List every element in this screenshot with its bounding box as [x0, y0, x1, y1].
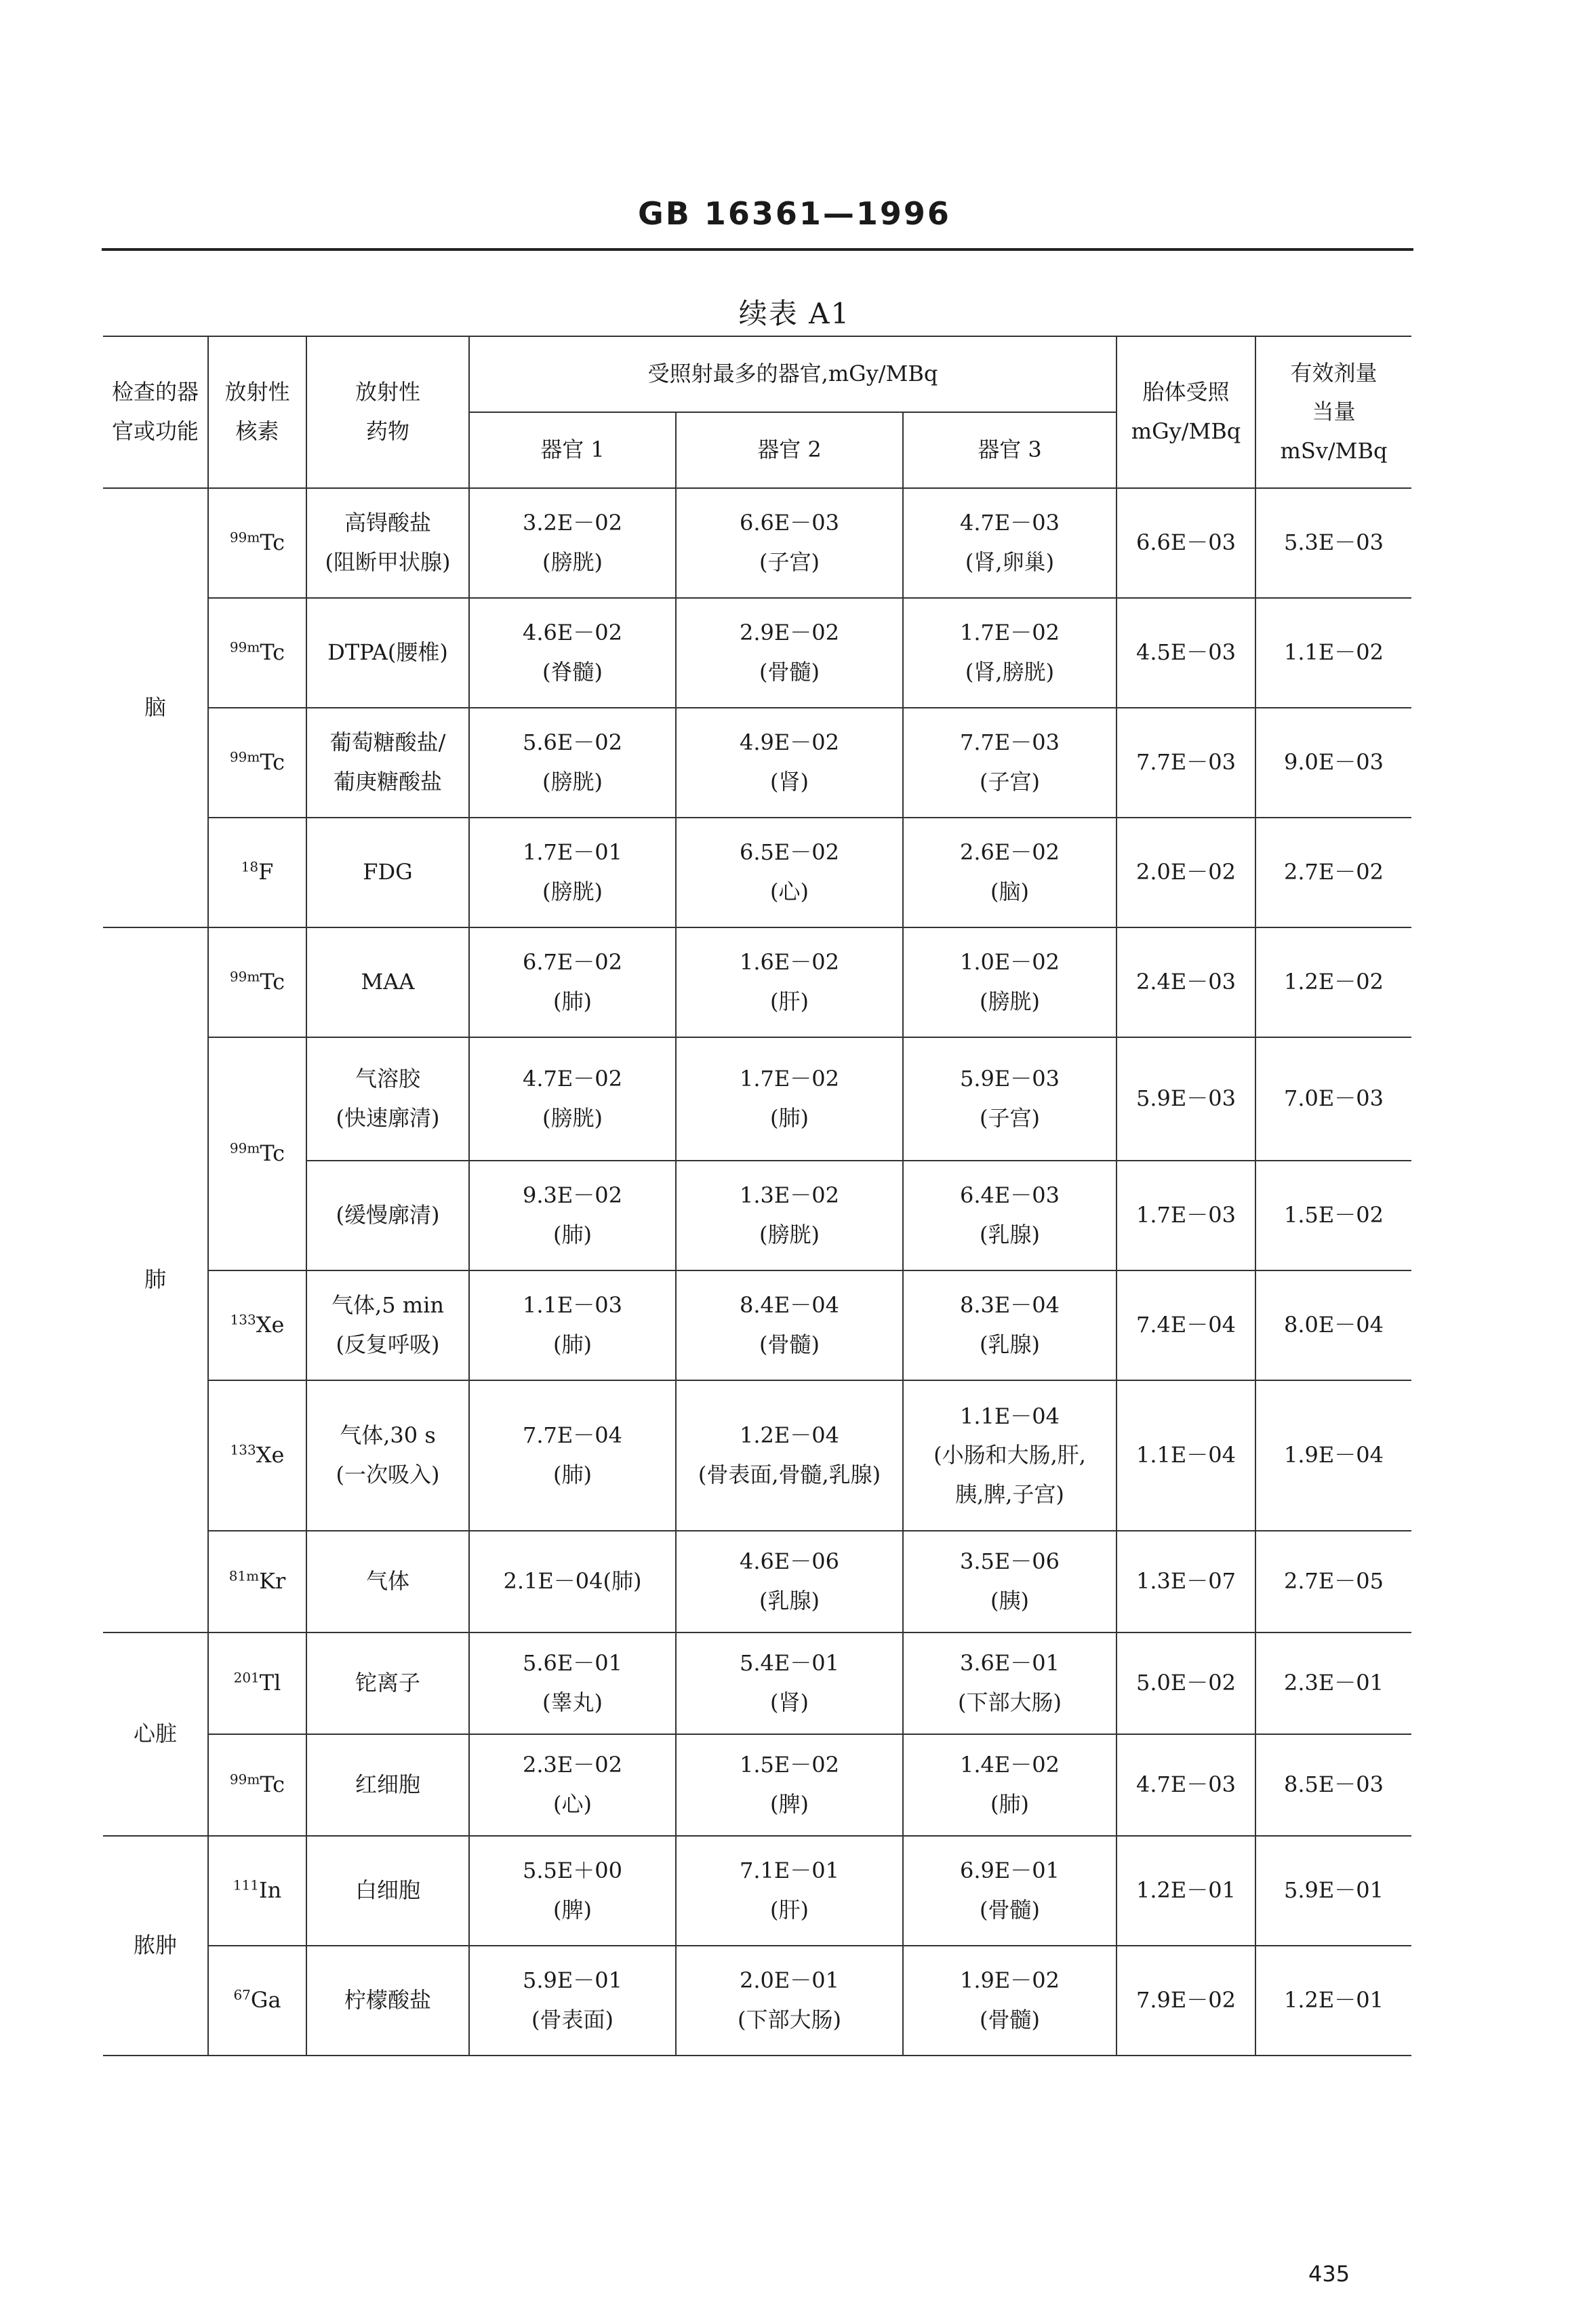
header-fetus-dose: 胎体受照 mGy/MBq: [1117, 336, 1255, 488]
drug-cell: 气体: [306, 1531, 469, 1632]
drug-cell: 白细胞: [306, 1836, 469, 1946]
drug-cell: 气体,5 min (反复呼吸): [306, 1270, 469, 1380]
table-row: [103, 1037, 1411, 1161]
nuclide-mass-number: 99m: [229, 968, 260, 985]
fetus-dose-cell: 4.7E－03: [1117, 1734, 1255, 1836]
effective-dose-cell: 8.0E－04: [1255, 1270, 1411, 1380]
nuclide-mass-number: 67: [233, 1986, 251, 2003]
header-organ1: 器官 1: [469, 412, 676, 488]
organ2-dose-cell: 1.5E－02 (脾): [676, 1734, 903, 1836]
organ2-dose-cell: 2.9E－02 (骨髓): [676, 598, 903, 708]
organ3-dose-cell: 1.4E－02 (肺): [903, 1734, 1117, 1836]
organ3-dose-cell: 5.9E－03 (子宫): [903, 1037, 1117, 1161]
drug-cell: FDG: [306, 818, 469, 927]
fetus-dose-cell: 1.1E－04: [1117, 1380, 1255, 1531]
table-row: [103, 1531, 1411, 1632]
organ1-dose-cell: 5.6E－02 (膀胱): [469, 708, 676, 818]
table-row: [103, 927, 1411, 1037]
nuclide-symbol: Tc: [260, 529, 285, 556]
dose-table: [103, 336, 1411, 2056]
table-body: [103, 488, 1411, 2056]
nuclide-symbol: Tc: [260, 749, 285, 776]
effective-dose-cell: 2.7E－02: [1255, 818, 1411, 927]
effective-dose-cell: 7.0E－03: [1255, 1037, 1411, 1161]
organ2-dose-cell: 8.4E－04 (骨髓): [676, 1270, 903, 1380]
fetus-dose-cell: 1.2E－01: [1117, 1836, 1255, 1946]
organ1-dose-cell: 1.1E－03 (肺): [469, 1270, 676, 1380]
table-title: 续表 A1: [738, 297, 851, 330]
nuclide-mass-number: 99m: [229, 639, 260, 656]
drug-cell: 高锝酸盐 (阻断甲状腺): [306, 488, 469, 598]
organ2-dose-cell: 1.6E－02 (肝): [676, 927, 903, 1037]
nuclide-cell: [208, 488, 306, 598]
standard-code-header: GB 16361—1996: [638, 195, 951, 232]
drug-cell: DTPA(腰椎): [306, 598, 469, 708]
fetus-dose-cell: 6.6E－03: [1117, 488, 1255, 598]
page-number: 435: [1308, 2261, 1350, 2287]
organ-function-cell: 肺: [103, 927, 208, 1632]
nuclide-cell: [208, 1734, 306, 1836]
header-organ3: 器官 3: [903, 412, 1117, 488]
organ3-dose-cell: 2.6E－02 (脑): [903, 818, 1117, 927]
organ3-dose-cell: 1.9E－02 (骨髓): [903, 1946, 1117, 2056]
nuclide-symbol: Kr: [259, 1568, 286, 1595]
effective-dose-cell: 1.2E－02: [1255, 927, 1411, 1037]
nuclide-symbol: Tc: [260, 969, 285, 995]
organ2-dose-cell: 1.7E－02 (肺): [676, 1037, 903, 1161]
effective-dose-cell: 1.9E－04: [1255, 1380, 1411, 1531]
header-effective-dose: 有效剂量 当量 mSv/MBq: [1255, 336, 1411, 488]
nuclide-symbol: Tl: [259, 1670, 281, 1696]
organ1-dose-cell: 3.2E－02 (膀胱): [469, 488, 676, 598]
table-row: [103, 1270, 1411, 1380]
organ3-dose-cell: 1.0E－02 (膀胱): [903, 927, 1117, 1037]
header-organ2: 器官 2: [676, 412, 903, 488]
organ1-dose-cell: 7.7E－04 (肺): [469, 1380, 676, 1531]
organ2-dose-cell: 7.1E－01 (肝): [676, 1836, 903, 1946]
nuclide-cell: [208, 1531, 306, 1632]
nuclide-symbol: Tc: [260, 639, 285, 666]
fetus-dose-cell: 1.3E－07: [1117, 1531, 1255, 1632]
nuclide-cell: [208, 1946, 306, 2056]
nuclide-symbol: F: [258, 859, 274, 885]
drug-cell: 气溶胶 (快速廓清): [306, 1037, 469, 1161]
fetus-dose-cell: 7.9E－02: [1117, 1946, 1255, 2056]
nuclide-mass-number: 111: [233, 1877, 259, 1894]
organ-function-cell: 脓肿: [103, 1836, 208, 2056]
nuclide-mass-number: 133: [230, 1441, 256, 1458]
effective-dose-cell: 1.2E－01: [1255, 1946, 1411, 2056]
nuclide-cell: [208, 708, 306, 818]
nuclide-cell: [208, 1632, 306, 1734]
effective-dose-cell: 5.9E－01: [1255, 1836, 1411, 1946]
table-row: [103, 1946, 1411, 2056]
organ-function-cell: 心脏: [103, 1632, 208, 1836]
effective-dose-cell: 9.0E－03: [1255, 708, 1411, 818]
fetus-dose-cell: 2.0E－02: [1117, 818, 1255, 927]
effective-dose-cell: 2.3E－01: [1255, 1632, 1411, 1734]
organ3-dose-cell: 1.7E－02 (肾,膀胱): [903, 598, 1117, 708]
fetus-dose-cell: 5.9E－03: [1117, 1037, 1255, 1161]
organ3-dose-cell: 6.9E－01 (骨髓): [903, 1836, 1117, 1946]
organ2-dose-cell: 2.0E－01 (下部大肠): [676, 1946, 903, 2056]
organ2-dose-cell: 6.6E－03 (子宫): [676, 488, 903, 598]
nuclide-cell: [208, 1037, 306, 1270]
organ1-dose-cell: 5.9E－01 (骨表面): [469, 1946, 676, 2056]
table-row: [103, 598, 1411, 708]
organ3-dose-cell: 6.4E－03 (乳腺): [903, 1161, 1117, 1270]
dose-table-container: [103, 336, 1411, 2056]
table-row: [103, 818, 1411, 927]
organ2-dose-cell: 1.3E－02 (膀胱): [676, 1161, 903, 1270]
nuclide-cell: [208, 818, 306, 927]
nuclide-mass-number: 133: [230, 1311, 256, 1328]
nuclide-mass-number: 99m: [229, 748, 260, 765]
nuclide-symbol: Xe: [256, 1312, 285, 1338]
fetus-dose-cell: 2.4E－03: [1117, 927, 1255, 1037]
table-row: [103, 708, 1411, 818]
table-row: [103, 1632, 1411, 1734]
drug-cell: 葡萄糖酸盐/ 葡庚糖酸盐: [306, 708, 469, 818]
organ1-dose-cell: 1.7E－01 (膀胱): [469, 818, 676, 927]
table-row: [103, 488, 1411, 598]
effective-dose-cell: 1.5E－02: [1255, 1161, 1411, 1270]
organ1-dose-cell: 4.6E－02 (脊髓): [469, 598, 676, 708]
organ2-dose-cell: 1.2E－04 (骨表面,骨髓,乳腺): [676, 1380, 903, 1531]
organ2-dose-cell: 4.6E－06 (乳腺): [676, 1531, 903, 1632]
fetus-dose-cell: 4.5E－03: [1117, 598, 1255, 708]
organ3-dose-cell: 4.7E－03 (肾,卵巢): [903, 488, 1117, 598]
drug-cell: MAA: [306, 927, 469, 1037]
drug-cell: (缓慢廓清): [306, 1161, 469, 1270]
organ1-dose-cell: 5.6E－01 (睾丸): [469, 1632, 676, 1734]
organ2-dose-cell: 6.5E－02 (心): [676, 818, 903, 927]
organ3-dose-cell: 7.7E－03 (子宫): [903, 708, 1117, 818]
drug-cell: 气体,30 s (一次吸入): [306, 1380, 469, 1531]
nuclide-mass-number: 99m: [229, 1771, 260, 1788]
organ1-dose-cell: 9.3E－02 (肺): [469, 1161, 676, 1270]
organ1-dose-cell: 6.7E－02 (肺): [469, 927, 676, 1037]
fetus-dose-cell: 7.7E－03: [1117, 708, 1255, 818]
organ3-dose-cell: 3.6E－01 (下部大肠): [903, 1632, 1117, 1734]
organ3-dose-cell: 3.5E－06 (胰): [903, 1531, 1117, 1632]
nuclide-mass-number: 99m: [229, 1140, 260, 1157]
organ2-dose-cell: 4.9E－02 (肾): [676, 708, 903, 818]
organ1-dose-cell: 2.3E－02 (心): [469, 1734, 676, 1836]
nuclide-symbol: Tc: [260, 1140, 285, 1167]
effective-dose-cell: 8.5E－03: [1255, 1734, 1411, 1836]
nuclide-symbol: Xe: [256, 1442, 285, 1468]
fetus-dose-cell: 5.0E－02: [1117, 1632, 1255, 1734]
table-row: [103, 1836, 1411, 1946]
header-nuclide: 放射性 核素: [208, 336, 306, 488]
nuclide-symbol: In: [258, 1877, 282, 1904]
nuclide-symbol: Ga: [250, 1987, 281, 2014]
organ1-dose-cell: 2.1E－04(肺): [469, 1531, 676, 1632]
drug-cell: 柠檬酸盐: [306, 1946, 469, 2056]
header-rule: [102, 248, 1413, 251]
organ1-dose-cell: 4.7E－02 (膀胱): [469, 1037, 676, 1161]
drug-cell: 铊离子: [306, 1632, 469, 1734]
nuclide-cell: [208, 1836, 306, 1946]
organ2-dose-cell: 5.4E－01 (肾): [676, 1632, 903, 1734]
effective-dose-cell: 2.7E－05: [1255, 1531, 1411, 1632]
organ3-dose-cell: 8.3E－04 (乳腺): [903, 1270, 1117, 1380]
nuclide-symbol: Tc: [260, 1771, 285, 1798]
organ-function-cell: 脑: [103, 488, 208, 927]
nuclide-cell: [208, 927, 306, 1037]
nuclide-cell: [208, 598, 306, 708]
organ3-dose-cell: 1.1E－04 (小肠和大肠,肝, 胰,脾,子宫): [903, 1380, 1117, 1531]
nuclide-mass-number: 201: [233, 1669, 260, 1686]
header-organ-function: 检查的器 官或功能: [103, 336, 208, 488]
nuclide-mass-number: 81m: [228, 1567, 260, 1584]
table-row: [103, 1380, 1411, 1531]
fetus-dose-cell: 7.4E－04: [1117, 1270, 1255, 1380]
effective-dose-cell: 1.1E－02: [1255, 598, 1411, 708]
header-drug: 放射性 药物: [306, 336, 469, 488]
drug-cell: 红细胞: [306, 1734, 469, 1836]
organ1-dose-cell: 5.5E＋00 (脾): [469, 1836, 676, 1946]
nuclide-mass-number: 18: [241, 858, 259, 875]
header-most-irradiated: 受照射最多的器官,mGy/MBq: [469, 336, 1117, 412]
nuclide-cell: [208, 1270, 306, 1380]
nuclide-mass-number: 99m: [229, 529, 260, 546]
nuclide-cell: [208, 1380, 306, 1531]
fetus-dose-cell: 1.7E－03: [1117, 1161, 1255, 1270]
effective-dose-cell: 5.3E－03: [1255, 488, 1411, 598]
table-row: [103, 1734, 1411, 1836]
